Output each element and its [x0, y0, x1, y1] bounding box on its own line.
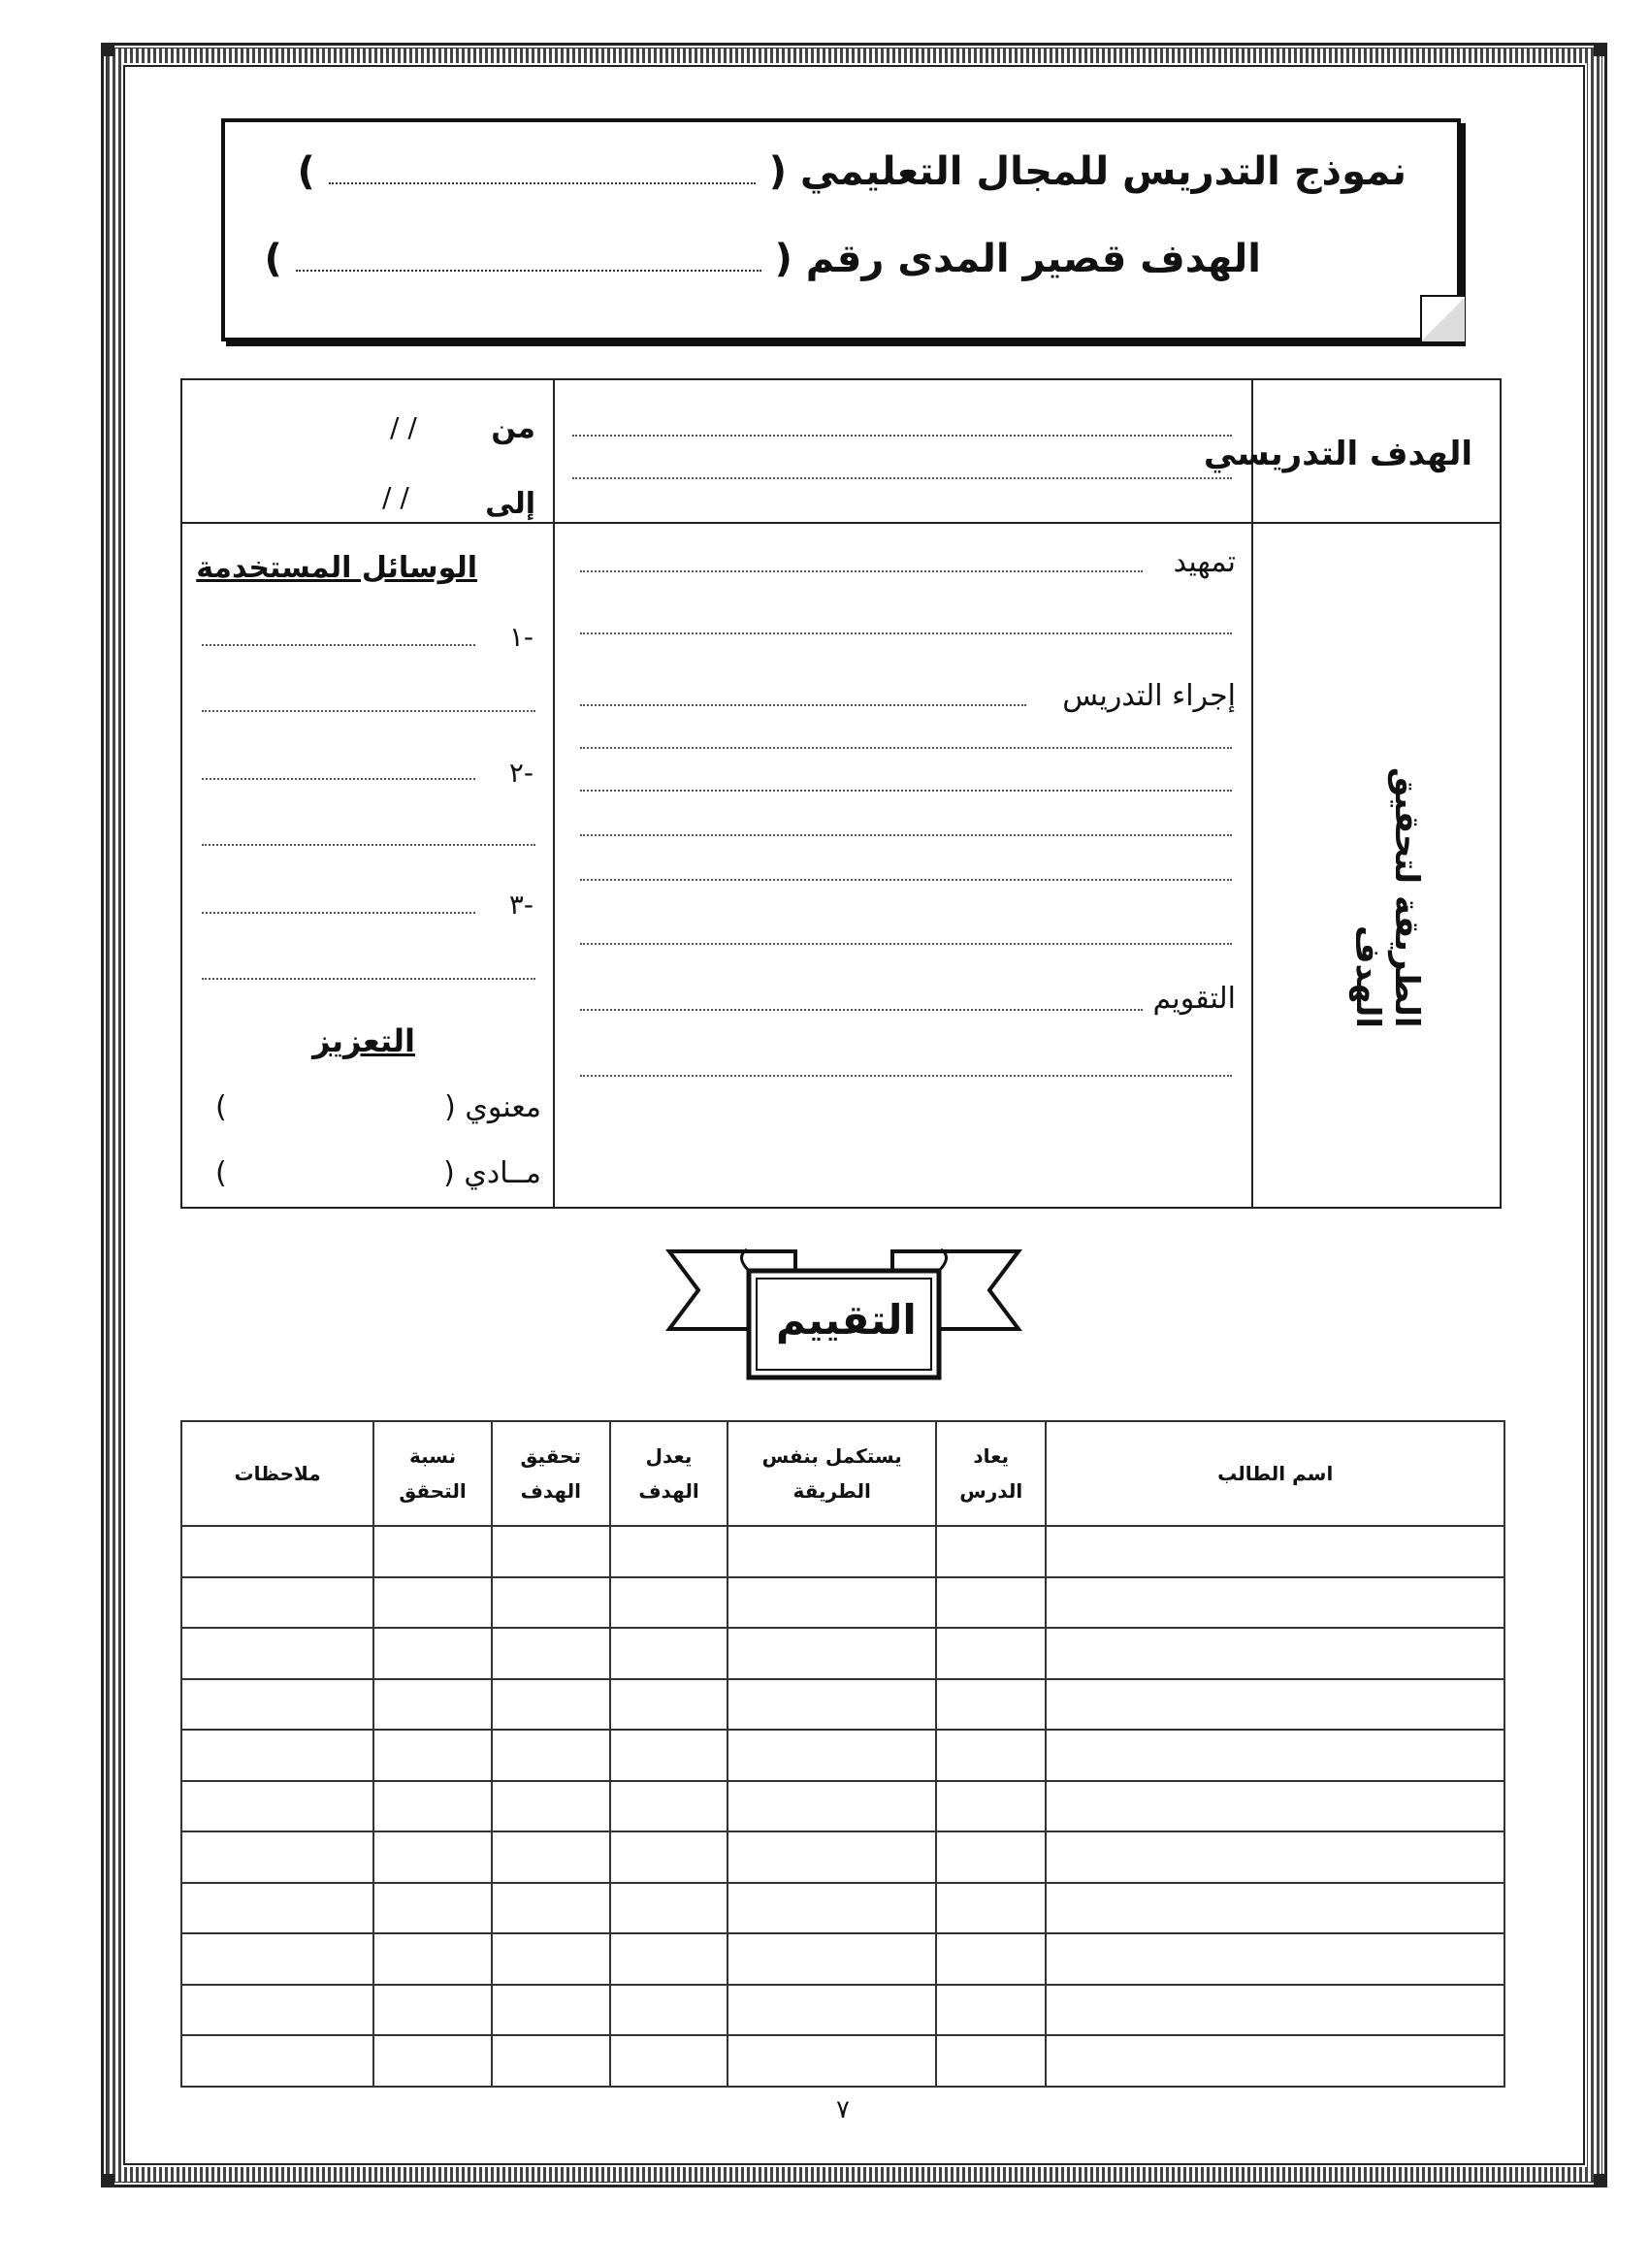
table-cell[interactable]	[728, 1730, 936, 1781]
table-cell[interactable]	[373, 1831, 492, 1883]
table-cell[interactable]	[492, 1883, 610, 1934]
table-row	[181, 1933, 1504, 1985]
material-reinforcement[interactable]: مــادي (	[443, 1156, 541, 1190]
table-cell[interactable]	[610, 1730, 728, 1781]
table-row	[181, 1781, 1504, 1832]
table-cell[interactable]	[181, 1730, 373, 1781]
evaluation-title: التقييم	[776, 1296, 917, 1344]
table-cell[interactable]	[1046, 1577, 1504, 1629]
table-cell[interactable]	[728, 1933, 936, 1985]
intro-label: تمهيد	[1173, 545, 1236, 579]
table-cell[interactable]	[373, 1526, 492, 1577]
table-cell[interactable]	[728, 1883, 936, 1934]
column-header: ملاحظات	[181, 1421, 373, 1526]
short-goal-label: الهدف قصير المدى رقم (	[774, 237, 1261, 281]
from-date-slashes[interactable]: / /	[390, 411, 417, 443]
table-cell[interactable]	[610, 1781, 728, 1832]
table-cell[interactable]	[936, 1933, 1046, 1985]
procedure-dotted-line[interactable]	[580, 879, 1232, 881]
page-curl-icon	[1420, 295, 1465, 341]
table-row	[181, 1577, 1504, 1629]
table-cell[interactable]	[610, 1526, 728, 1577]
grid-divider	[180, 522, 1502, 524]
table-cell[interactable]	[610, 1985, 728, 2036]
procedure-dotted-line[interactable]	[580, 790, 1232, 792]
table-cell[interactable]	[936, 1526, 1046, 1577]
table-cell[interactable]	[936, 1831, 1046, 1883]
material-close-paren: )	[215, 1156, 227, 1190]
table-cell[interactable]	[610, 1628, 728, 1679]
frame-corner	[101, 43, 114, 56]
column-header: اسم الطالب	[1046, 1421, 1504, 1526]
form-title-line: نموذج التدريس للمجال التعليمي ( )	[298, 146, 1406, 194]
table-cell[interactable]	[373, 1628, 492, 1679]
title-dotted-field[interactable]	[329, 146, 756, 184]
table-cell[interactable]	[936, 1781, 1046, 1832]
table-cell[interactable]	[728, 1628, 936, 1679]
table-cell[interactable]	[728, 2035, 936, 2087]
tool-dotted-line[interactable]	[202, 710, 535, 712]
tool-dotted-line[interactable]	[202, 644, 475, 646]
short-goal-line: الهدف قصير المدى رقم ( )	[264, 233, 1261, 281]
table-cell[interactable]	[936, 1577, 1046, 1629]
table-cell[interactable]	[1046, 1628, 1504, 1679]
table-cell[interactable]	[936, 1679, 1046, 1731]
evaluation-dotted-line[interactable]	[580, 1075, 1232, 1077]
table-cell[interactable]	[728, 1577, 936, 1629]
table-cell[interactable]	[181, 1526, 373, 1577]
table-cell[interactable]	[728, 1831, 936, 1883]
table-cell[interactable]	[936, 1883, 1046, 1934]
evaluation-dotted-line[interactable]	[580, 1009, 1143, 1011]
from-date-label: من	[491, 411, 535, 445]
column-header: تحقيق الهدف	[492, 1421, 610, 1526]
table-cell[interactable]	[373, 2035, 492, 2087]
table-cell[interactable]	[936, 1730, 1046, 1781]
table-cell[interactable]	[728, 1781, 936, 1832]
table-cell[interactable]	[728, 1679, 936, 1731]
table-cell[interactable]	[373, 1577, 492, 1629]
table-cell[interactable]	[1046, 1781, 1504, 1832]
table-cell[interactable]	[181, 1679, 373, 1731]
tool-dotted-line[interactable]	[202, 978, 535, 980]
table-cell[interactable]	[610, 1831, 728, 1883]
table-row	[181, 1831, 1504, 1883]
table-cell[interactable]	[181, 1781, 373, 1832]
intro-dotted-line[interactable]	[580, 570, 1143, 572]
table-cell[interactable]	[373, 1985, 492, 2036]
table-cell[interactable]	[728, 1526, 936, 1577]
frame-corner	[1594, 2174, 1607, 2187]
teaching-plan-grid	[180, 378, 1502, 1209]
frame-corner	[1594, 43, 1607, 56]
table-cell[interactable]	[492, 1628, 610, 1679]
table-cell[interactable]	[1046, 1985, 1504, 2036]
table-cell[interactable]	[373, 1781, 492, 1832]
table-cell[interactable]	[373, 1679, 492, 1731]
table-cell[interactable]	[1046, 1831, 1504, 1883]
column-header: نسبة التحقق	[373, 1421, 492, 1526]
grid-divider	[1251, 378, 1253, 1209]
tool-item-1-number: -١	[508, 621, 534, 653]
tool-dotted-line[interactable]	[202, 912, 475, 914]
table-row	[181, 1679, 1504, 1731]
table-cell[interactable]	[492, 1526, 610, 1577]
table-row	[181, 1883, 1504, 1934]
table-cell[interactable]	[181, 1628, 373, 1679]
table-cell[interactable]	[1046, 1933, 1504, 1985]
table-cell[interactable]	[373, 1883, 492, 1934]
table-cell[interactable]	[492, 1730, 610, 1781]
moral-reinforcement[interactable]: معنوي (	[444, 1090, 541, 1124]
teaching-goal-label: الهدف التدريسي	[1203, 435, 1472, 473]
evaluation-label: التقويم	[1152, 982, 1236, 1016]
goal-dotted-line[interactable]	[572, 477, 1232, 479]
evaluation-table	[180, 1420, 1505, 2088]
frame-corner	[101, 2174, 114, 2187]
column-header: يستكمل بنفس الطريقة	[728, 1421, 936, 1526]
short-goal-dotted-field[interactable]	[296, 233, 761, 272]
table-cell[interactable]	[373, 1933, 492, 1985]
table-row	[181, 1985, 1504, 2036]
reinforcement-heading: التعزيز	[312, 1022, 415, 1059]
table-cell[interactable]	[936, 2035, 1046, 2087]
table-cell[interactable]	[181, 1831, 373, 1883]
table-cell[interactable]	[181, 1577, 373, 1629]
table-cell[interactable]	[181, 1933, 373, 1985]
table-cell[interactable]	[492, 1679, 610, 1731]
intro-dotted-line[interactable]	[580, 632, 1232, 634]
table-cell[interactable]	[936, 1985, 1046, 2036]
table-cell[interactable]	[610, 1933, 728, 1985]
procedure-dotted-line[interactable]	[580, 747, 1232, 749]
table-row	[181, 1526, 1504, 1577]
moral-close-paren: )	[215, 1090, 227, 1124]
form-title: نموذج التدريس للمجال التعليمي (	[768, 149, 1406, 194]
tools-heading: الوسائل المستخدمة	[196, 551, 477, 585]
column-header: يعاد الدرس	[936, 1421, 1046, 1526]
table-cell[interactable]	[1046, 1679, 1504, 1731]
table-cell[interactable]	[492, 1933, 610, 1985]
table-cell[interactable]	[181, 1985, 373, 2036]
tool-dotted-line[interactable]	[202, 778, 475, 780]
table-cell[interactable]	[936, 1628, 1046, 1679]
table-cell[interactable]	[492, 1781, 610, 1832]
table-cell[interactable]	[492, 1577, 610, 1629]
table-row	[181, 2035, 1504, 2087]
table-cell[interactable]	[181, 1883, 373, 1934]
page-number: ٧	[836, 2095, 850, 2124]
tool-dotted-line[interactable]	[202, 844, 535, 846]
table-cell[interactable]	[181, 2035, 373, 2087]
table-cell[interactable]	[492, 1985, 610, 2036]
column-header: يعدل الهدف	[610, 1421, 728, 1526]
evaluation-table-header	[181, 1421, 1504, 1526]
table-cell[interactable]	[1046, 1730, 1504, 1781]
grid-divider	[553, 378, 555, 1209]
procedure-dotted-line[interactable]	[580, 943, 1232, 945]
table-cell[interactable]	[728, 1985, 936, 2036]
to-date-label: إلى	[485, 487, 535, 521]
procedure-dotted-line[interactable]	[580, 834, 1232, 836]
table-cell[interactable]	[610, 1883, 728, 1934]
table-cell[interactable]	[610, 1577, 728, 1629]
tool-item-2-number: -٢	[508, 757, 534, 789]
table-cell[interactable]	[610, 2035, 728, 2087]
table-cell[interactable]	[1046, 1883, 1504, 1934]
table-cell[interactable]	[373, 1730, 492, 1781]
procedure-dotted-line[interactable]	[580, 704, 1026, 706]
to-date-slashes[interactable]: / /	[382, 481, 409, 513]
table-row	[181, 1730, 1504, 1781]
table-cell[interactable]	[1046, 1526, 1504, 1577]
table-cell[interactable]	[610, 1679, 728, 1731]
table-cell[interactable]	[492, 2035, 610, 2087]
procedure-label: إجراء التدريس	[1062, 679, 1236, 713]
table-cell[interactable]	[1046, 2035, 1504, 2087]
table-cell[interactable]	[492, 1831, 610, 1883]
table-row	[181, 1628, 1504, 1679]
goal-dotted-line[interactable]	[572, 435, 1232, 437]
method-vertical-label: الطريقة لتحقيق الهدف	[1348, 767, 1426, 1028]
tool-item-3-number: -٣	[508, 889, 534, 921]
